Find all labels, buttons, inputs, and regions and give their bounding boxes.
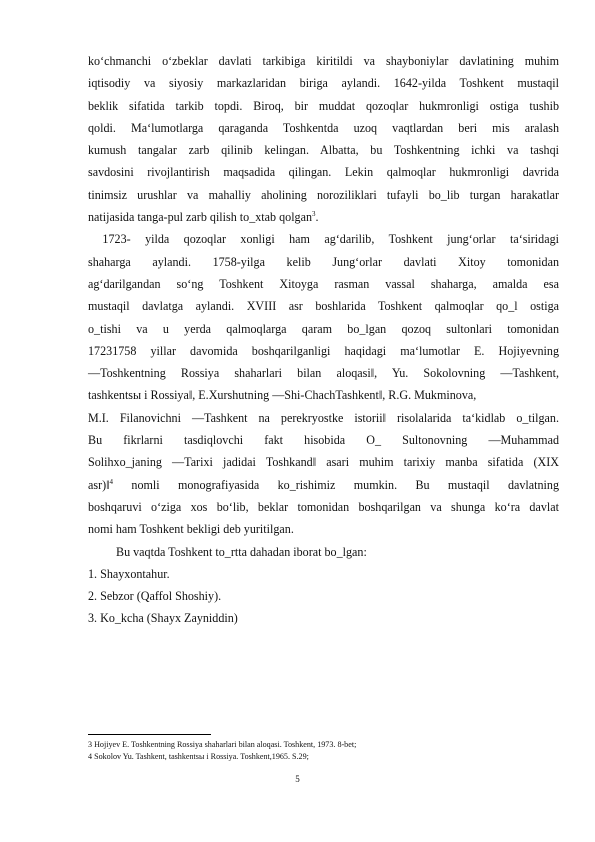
text-line: qoldi. Ma‘lumotlarga qaraganda Toshkentda uzoq vaqtlardan beri mis aralash (88, 120, 559, 135)
footnote-ref-3[interactable]: 3 (312, 210, 316, 219)
footnote-divider (88, 734, 211, 735)
page-number: 5 (295, 774, 300, 784)
text-line: 17231758 yillar davomida boshqarilganligi haqidagi ma‘lumotlar E. Hojiyevning (88, 343, 559, 358)
text-line: ko‘chmanchi o‘zbeklar davlati tarkibiga kiritildi va shayboniylar davlatining muhim (88, 54, 559, 68)
document-body (88, 50, 559, 630)
text-line: Bu fikrlarni tasdiqlovchi fakt hisobida O_ Sultonovning ―Muhammad (88, 433, 559, 448)
text-line: mustaqil davlatga aylandi. XVIII asr boshlarida Toshkent qalmoqlar qo_l ostiga (88, 299, 559, 314)
list-item: 2. Sebzor (Qaffol Shoshiy). (88, 589, 222, 604)
text-line: ag‘darilgandan so‘ng Toshkent Xitoyga rasman vassal shaharga, amalda esa (88, 276, 559, 291)
text-line (88, 206, 559, 228)
text-line: tinimsiz urushlar va mahalliy aholining noroziliklari tufayli bo_lib turgan harakatlar (88, 187, 559, 202)
text-line: Solihxo_janing ―Tarixi jadidai Toshkand‖ asari muhim tarixiy manba sifatida (XIX (88, 455, 559, 470)
footnote-ref-4[interactable]: 4 (109, 477, 114, 486)
text-line: beklik sifatida tarkib topdi. Biroq, bir muddat qozoqlar hukmronligi ostiga tushib (88, 98, 559, 113)
text-line: kumush tangalar zarb qilinib kelingan. Albatta, bu Toshkentning ichki va tashqi (88, 143, 559, 158)
text-line: savdosini rivojlantirish maqsadida qilingan. Lekin qalmoqlar hukmronligi davrida (88, 165, 559, 180)
text-line (88, 474, 559, 496)
text-span: natijasida tanga-pul zarb qilish to_xtab qolgan (88, 210, 313, 225)
footnote-4: 4 Sokolov Yu. Tashkent, tashkentsы i Rossiya. Toshkent,1965. S.29; (88, 752, 309, 761)
text-line: o_tishi va u yerda qalmoqlarga qaram bo_lgan qozoq sultonlari tomonidan (88, 321, 559, 336)
text-line: 1723- yilda qozoqlar xonligi ham ag‘darilib, Toshkent jung‘orlar ta‘siridagi (88, 232, 559, 247)
list-item: 1. Shayxontahur. (88, 566, 170, 581)
text-line: M.I. Filanovichni ―Tashkent na perekryostke istorii‖ risolalarida ta‘kidlab o_tilgan. (88, 410, 559, 425)
list-item: 3. Ko_kcha (Shayx Zayniddin) (88, 611, 238, 626)
text-span: nomli monografiyasida ko_rishimiz mumkin. Bu mustaqil davlatning (113, 477, 559, 492)
text-line: shaharga aylandi. 1758-yilga kelib Jung‘orlar davlati Xitoy tomonidan (88, 254, 559, 269)
text-span: asr)‖ (88, 477, 110, 492)
text-line: tashkentsы i Rossiya‖, E.Xurshutning ―Shi-ChachTashkent‖, R.G. Mukminova, (88, 388, 477, 403)
text-span: . (315, 210, 319, 225)
text-line: ―Toshkentning Rossiya shaharlari bilan aloqasi‖, Yu. Sokolovning ―Tashkent, (88, 366, 559, 381)
footnote-3: 3 Hojiyev E. Toshkentning Rossiya shaharlari bilan aloqasi. Toshkent, 1973. 8-bet; (88, 740, 357, 749)
text-line: iqtisodiy va siyosiy markazlaridan biriga aylandi. 1642-yilda Toshkent mustaqil (88, 76, 559, 91)
text-line: boshqaruvi o‘ziga xos bo‘lib, beklar tomonidan boshqarilgan va shunga ko‘ra davlat (88, 499, 559, 514)
intro-line: Bu vaqtda Toshkent to_rtta dahadan iborat bo_lgan: (116, 544, 367, 559)
text-line: nomi ham Toshkent bekligi deb yuritilgan. (88, 522, 294, 537)
